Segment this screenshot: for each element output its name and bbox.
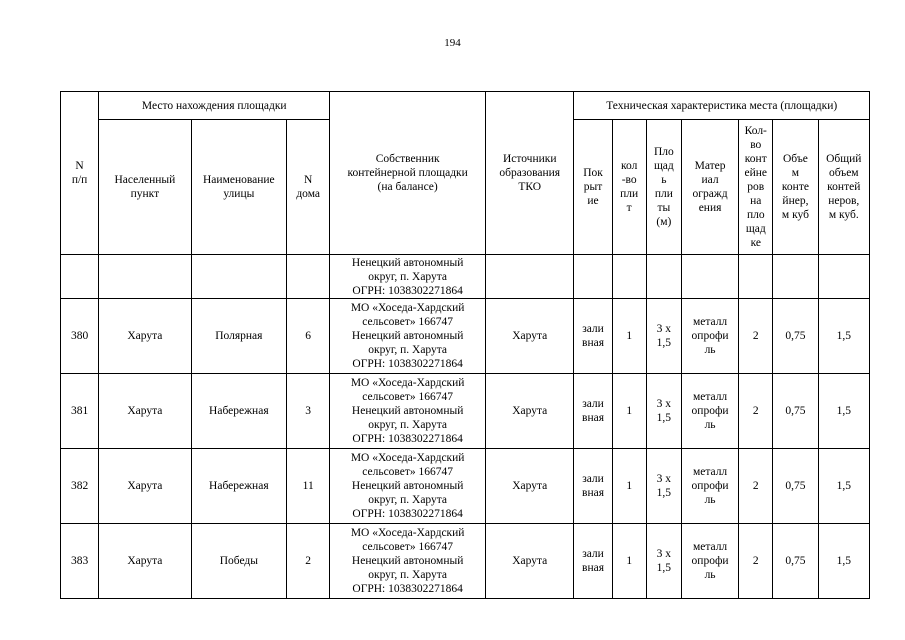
cell-number: 381	[61, 374, 99, 449]
cell-slab-count: 1	[612, 524, 646, 599]
cell-settlement: Харута	[99, 374, 191, 449]
cell-slab-count: 1	[612, 374, 646, 449]
cell-coating: зали вная	[574, 449, 612, 524]
cell-number: 380	[61, 299, 99, 374]
cell-total-volume: 1,5	[818, 374, 869, 449]
cell-settlement: Харута	[99, 524, 191, 599]
cell-empty	[191, 255, 286, 299]
cell-empty	[681, 255, 738, 299]
table-row	[61, 299, 870, 374]
cell-owner: МО «Хоседа-Хардский сельсовет» 166747 Ненецкий автономный округ, п. Харута ОГРН: 1038302271864	[330, 524, 486, 599]
cell-volume: 0,75	[773, 449, 818, 524]
cell-owner: Ненецкий автономный округ, п. Харута ОГРН: 1038302271864	[330, 255, 486, 299]
header-coating: Пок рыт ие	[574, 120, 612, 255]
table-row-continuation	[61, 255, 870, 299]
cell-fence: металл опрофи ль	[681, 299, 738, 374]
header-settlement: Населенный пункт	[99, 120, 191, 255]
cell-owner: МО «Хоседа-Хардский сельсовет» 166747 Ненецкий автономный округ, п. Харута ОГРН: 1038302271864	[330, 299, 486, 374]
cell-empty	[773, 255, 818, 299]
cell-empty	[739, 255, 773, 299]
header-owner: Собственник контейнерной площадки (на балансе)	[330, 92, 486, 255]
cell-sources: Харута	[486, 299, 574, 374]
cell-total-volume: 1,5	[818, 449, 869, 524]
cell-house: 3	[287, 374, 330, 449]
cell-container-count: 2	[739, 299, 773, 374]
cell-settlement: Харута	[99, 299, 191, 374]
header-tech-group: Техническая характеристика места (площадки)	[574, 92, 870, 120]
cell-coating: зали вная	[574, 524, 612, 599]
cell-street: Набережная	[191, 374, 286, 449]
cell-sources: Харута	[486, 374, 574, 449]
header-slab-count: кол -во пли т	[612, 120, 646, 255]
cell-area: 3 х 1,5	[646, 374, 681, 449]
cell-coating: зали вная	[574, 374, 612, 449]
cell-settlement: Харута	[99, 449, 191, 524]
cell-owner: МО «Хоседа-Хардский сельсовет» 166747 Ненецкий автономный округ, п. Харута ОГРН: 1038302271864	[330, 374, 486, 449]
header-street: Наименование улицы	[191, 120, 286, 255]
header-location-group: Место нахождения площадки	[99, 92, 330, 120]
cell-number: 382	[61, 449, 99, 524]
cell-number: 383	[61, 524, 99, 599]
cell-slab-count: 1	[612, 449, 646, 524]
cell-empty	[818, 255, 869, 299]
table-row	[61, 524, 870, 599]
cell-container-count: 2	[739, 524, 773, 599]
cell-empty	[61, 255, 99, 299]
header-sources: Источники образования ТКО	[486, 92, 574, 255]
container-sites-table	[60, 91, 870, 599]
cell-fence: металл опрофи ль	[681, 374, 738, 449]
cell-area: 3 х 1,5	[646, 299, 681, 374]
page-number: 194	[444, 37, 461, 49]
cell-total-volume: 1,5	[818, 299, 869, 374]
cell-street: Победы	[191, 524, 286, 599]
cell-owner: МО «Хоседа-Хардский сельсовет» 166747 Ненецкий автономный округ, п. Харута ОГРН: 1038302271864	[330, 449, 486, 524]
cell-sources: Харута	[486, 524, 574, 599]
cell-container-count: 2	[739, 449, 773, 524]
cell-empty	[287, 255, 330, 299]
cell-empty	[486, 255, 574, 299]
cell-street: Полярная	[191, 299, 286, 374]
header-house: N дома	[287, 120, 330, 255]
cell-empty	[612, 255, 646, 299]
cell-fence: металл опрофи ль	[681, 449, 738, 524]
header-container-count: Кол- во конт ейне ров на пло щад ке	[739, 120, 773, 255]
cell-house: 2	[287, 524, 330, 599]
cell-volume: 0,75	[773, 299, 818, 374]
cell-area: 3 х 1,5	[646, 449, 681, 524]
cell-area: 3 х 1,5	[646, 524, 681, 599]
cell-container-count: 2	[739, 374, 773, 449]
header-total-volume: Общий объем контей неров, м куб.	[818, 120, 869, 255]
cell-total-volume: 1,5	[818, 524, 869, 599]
header-fence: Матер иал огражд ения	[681, 120, 738, 255]
cell-empty	[99, 255, 191, 299]
header-volume: Объе м конте йнер, м куб	[773, 120, 818, 255]
cell-volume: 0,75	[773, 524, 818, 599]
cell-sources: Харута	[486, 449, 574, 524]
table-row	[61, 449, 870, 524]
cell-fence: металл опрофи ль	[681, 524, 738, 599]
cell-street: Набережная	[191, 449, 286, 524]
header-area: Пло щад ь пли ты (м)	[646, 120, 681, 255]
header-number: N п/п	[61, 92, 99, 255]
cell-house: 6	[287, 299, 330, 374]
cell-slab-count: 1	[612, 299, 646, 374]
cell-volume: 0,75	[773, 374, 818, 449]
cell-coating: зали вная	[574, 299, 612, 374]
cell-house: 11	[287, 449, 330, 524]
table-row	[61, 374, 870, 449]
cell-empty	[646, 255, 681, 299]
cell-empty	[574, 255, 612, 299]
